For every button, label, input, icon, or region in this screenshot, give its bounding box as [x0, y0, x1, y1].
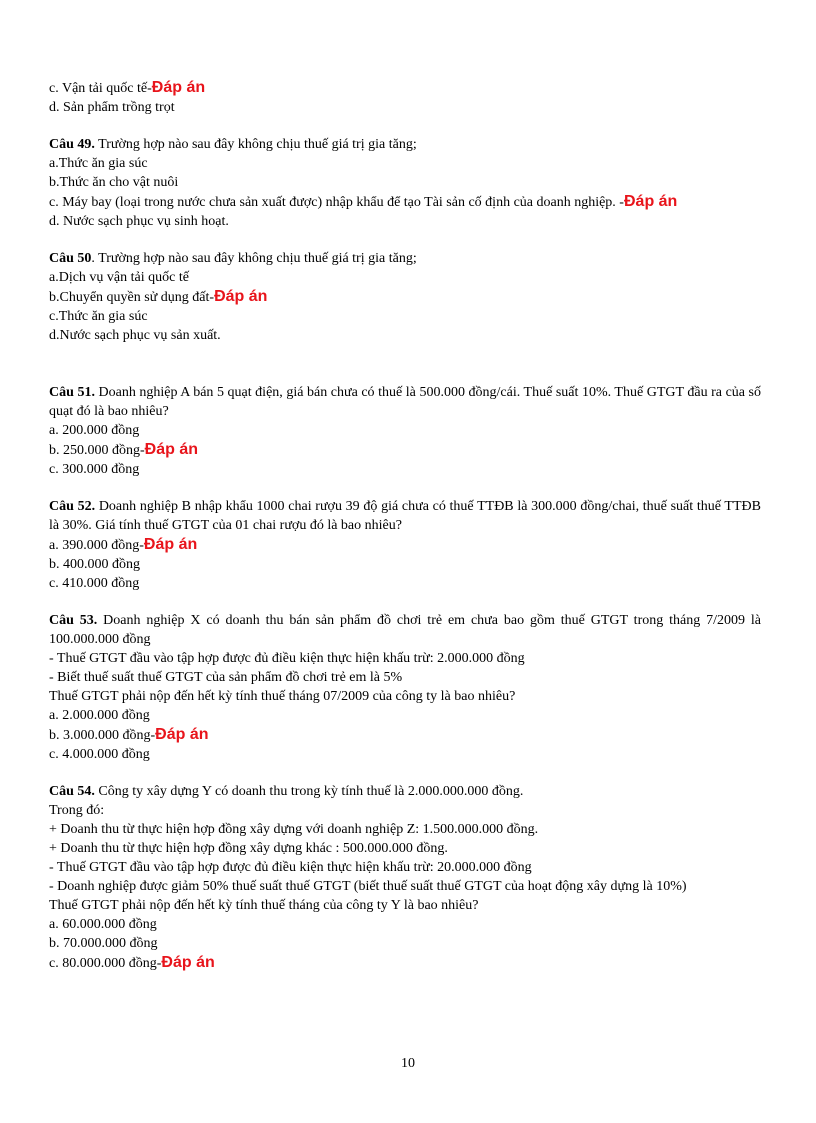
option-a: a.Dịch vụ vận tải quốc tế — [49, 270, 189, 285]
question-text: Doanh nghiệp A bán 5 quạt điện, giá bán chưa có thuế là 500.000 đồng/cái. Thuế suất 10%. Thuế GTGT đầu ra của số quạt đó là bao nhiêu? — [49, 385, 762, 419]
option-a — [49, 535, 761, 555]
option-c: c. 300.000 đồng — [49, 462, 140, 477]
option-c: c. 410.000 đồng — [49, 576, 140, 591]
question-number: Câu 54. — [49, 784, 95, 799]
question-number: Câu 50 — [49, 251, 92, 266]
option-a: a. 2.000.000 đồng — [49, 708, 150, 723]
option-text: b. 250.000 đồng- — [49, 443, 145, 458]
answer-marker: Đáp án — [144, 441, 199, 458]
question-line: - Biết thuế suất thuế GTGT của sản phẩm đồ chơi trẻ em là 5% — [49, 670, 403, 685]
question-50 — [49, 249, 761, 268]
page-number: 10 — [401, 1056, 415, 1071]
option-b: b. 400.000 đồng — [49, 557, 140, 572]
question-53 — [49, 611, 761, 649]
question-line: + Doanh thu từ thực hiện hợp đồng xây dựng khác : 500.000.000 đồng. — [49, 841, 448, 856]
option-a: a. 60.000.000 đồng — [49, 917, 157, 932]
option-text: b.Chuyển quyền sử dụng đất- — [49, 290, 215, 305]
question-line: Thuế GTGT phải nộp đến hết kỳ tính thuế tháng 07/2009 của công ty là bao nhiêu? — [49, 689, 516, 704]
option-c — [49, 953, 761, 973]
question-number: Câu 53. — [49, 613, 98, 628]
option-c: c. 4.000.000 đồng — [49, 747, 150, 762]
question-line: Trong đó: — [49, 803, 105, 818]
question-number: Câu 52. — [49, 499, 96, 514]
question-49 — [49, 135, 761, 154]
option-b — [49, 440, 761, 460]
answer-marker: Đáp án — [623, 193, 678, 210]
question-line: - Doanh nghiệp được giảm 50% thuế suất thuế GTGT (biết thuế suất thuế GTGT của hoạt động xây dựng là 10%) — [49, 879, 687, 894]
option-text: c. Máy bay (loại trong nước chưa sản xuất được) nhập khẩu để tạo Tài sản cố định của doanh nghiệp. - — [49, 195, 624, 210]
option-b — [49, 287, 761, 307]
question-line: - Thuế GTGT đầu vào tập hợp được đủ điều kiện thực hiện khấu trừ: 20.000.000 đồng — [49, 860, 532, 875]
question-text: Doanh nghiệp B nhập khẩu 1000 chai rượu 39 độ giá chưa có thuế TTĐB là 300.000 đồng/chai, thuế suất thuế TTĐB là 30%. Giá tính thuế GTGT của 01 chai rượu đó là bao nhiêu? — [49, 499, 761, 533]
answer-marker: Đáp án — [151, 79, 206, 96]
option-b — [49, 725, 761, 745]
option-text: a. 390.000 đồng- — [49, 538, 144, 553]
answer-marker: Đáp án — [155, 726, 209, 743]
question-line: - Thuế GTGT đầu vào tập hợp được đủ điều kiện thực hiện khấu trừ: 2.000.000 đồng — [49, 651, 525, 666]
question-text: Trường hợp nào sau đây không chịu thuế giá trị gia tăng; — [94, 137, 417, 152]
question-number: Câu 51. — [49, 385, 95, 400]
question-line: Thuế GTGT phải nộp đến hết kỳ tính thuế tháng của công ty Y là bao nhiêu? — [49, 898, 479, 913]
question-text: Công ty xây dựng Y có doanh thu trong kỳ tính thuế là 2.000.000.000 đồng. — [94, 784, 524, 799]
option-a: a.Thức ăn gia súc — [49, 156, 148, 171]
option-d: d. Sản phẩm trồng trọt — [49, 100, 175, 115]
page-content — [49, 78, 761, 973]
option-b: b.Thức ăn cho vật nuôi — [49, 175, 179, 190]
question-text: . Trường hợp nào sau đây không chịu thuế giá trị gia tăng; — [91, 251, 417, 266]
answer-marker: Đáp án — [143, 536, 198, 553]
option-c — [49, 192, 761, 212]
option-a: a. 200.000 đồng — [49, 423, 140, 438]
option-d: d. Nước sạch phục vụ sinh hoạt. — [49, 214, 229, 229]
question-51 — [49, 383, 761, 421]
option-text: b. 3.000.000 đồng- — [49, 728, 156, 743]
question-line: + Doanh thu từ thực hiện hợp đồng xây dựng với doanh nghiệp Z: 1.500.000.000 đồng. — [49, 822, 539, 837]
question-52 — [49, 497, 761, 535]
answer-marker: Đáp án — [214, 288, 268, 305]
question-number: Câu 49. — [49, 137, 95, 152]
option-c — [49, 78, 761, 98]
option-c: c.Thức ăn gia súc — [49, 309, 148, 324]
option-b: b. 70.000.000 đồng — [49, 936, 158, 951]
option-text: c. Vận tải quốc tế- — [49, 81, 152, 96]
answer-marker: Đáp án — [161, 954, 215, 971]
question-text: Doanh nghiệp X có doanh thu bán sản phẩm đồ chơi trẻ em chưa bao gồm thuế GTGT trong tháng 7/2009 là 100.000.000 đồng — [49, 613, 761, 647]
question-54 — [49, 782, 761, 801]
option-d: d.Nước sạch phục vụ sản xuất. — [49, 328, 221, 343]
option-text: c. 80.000.000 đồng- — [49, 956, 162, 971]
